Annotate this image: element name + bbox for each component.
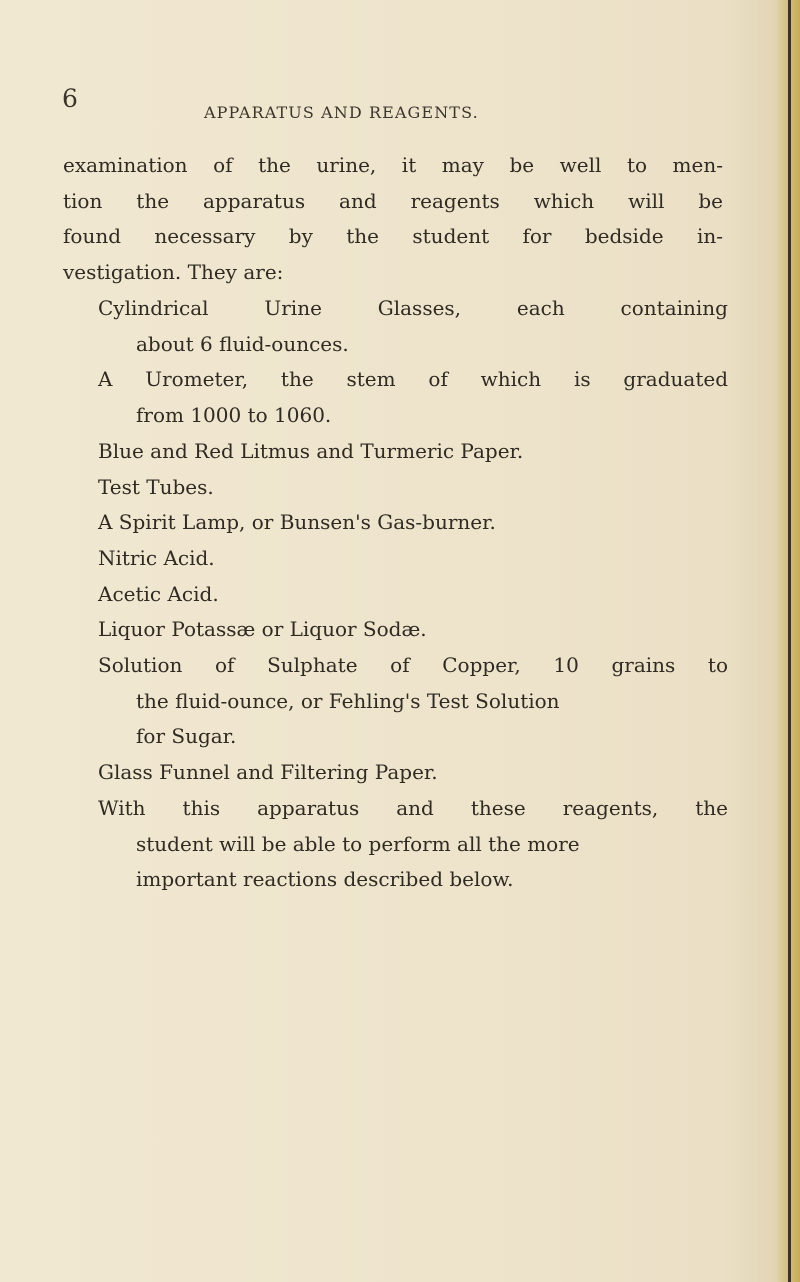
item-line: important reactions described below. bbox=[136, 867, 514, 892]
item-line: A Urometer, the stem of which is graduated bbox=[98, 367, 728, 392]
intro-line: found necessary by the student for bedside in- bbox=[63, 224, 723, 249]
item-line: With this apparatus and these reagents, the bbox=[98, 795, 728, 820]
list-item bbox=[98, 541, 728, 577]
list-item bbox=[98, 612, 728, 648]
intro-line: tion the apparatus and reagents which will be bbox=[63, 188, 723, 213]
list-item bbox=[98, 755, 728, 791]
apparatus-list bbox=[98, 291, 728, 898]
item-line: Solution of Sulphate of Copper, 10 grains to bbox=[98, 653, 728, 678]
list-item bbox=[98, 291, 728, 362]
item-line: Nitric Acid. bbox=[98, 545, 215, 570]
item-line: Glass Funnel and Filtering Paper. bbox=[98, 760, 438, 785]
item-line: about 6 fluid-ounces. bbox=[136, 331, 349, 356]
item-line: student will be able to perform all the more bbox=[136, 831, 580, 856]
item-line: Liquor Potassæ or Liquor Sodæ. bbox=[98, 617, 427, 642]
intro-line: vestigation. They are: bbox=[63, 260, 284, 285]
list-item bbox=[98, 791, 728, 898]
list-item bbox=[98, 434, 728, 470]
item-line: Cylindrical Urine Glasses, each containing bbox=[98, 296, 728, 320]
running-head: APPARATUS AND REAGENTS. bbox=[204, 103, 479, 122]
item-line: A Spirit Lamp, or Bunsen's Gas-burner. bbox=[98, 510, 496, 535]
list-item bbox=[98, 577, 728, 613]
item-line: for Sugar. bbox=[136, 724, 237, 749]
list-item bbox=[98, 470, 728, 506]
list-item bbox=[98, 648, 728, 755]
intro-line: examination of the urine, it may be well to men- bbox=[63, 153, 723, 177]
intro-paragraph bbox=[63, 148, 723, 291]
item-line: Test Tubes. bbox=[98, 474, 214, 499]
item-line: Blue and Red Litmus and Turmeric Paper. bbox=[98, 438, 524, 463]
item-line: the fluid-ounce, or Fehling's Test Solution bbox=[136, 688, 560, 713]
list-item bbox=[98, 505, 728, 541]
page-number: 6 bbox=[62, 84, 78, 113]
item-line: Acetic Acid. bbox=[98, 581, 219, 606]
item-line: from 1000 to 1060. bbox=[136, 403, 332, 428]
page-edge-line bbox=[788, 0, 791, 1282]
list-item bbox=[98, 362, 728, 433]
